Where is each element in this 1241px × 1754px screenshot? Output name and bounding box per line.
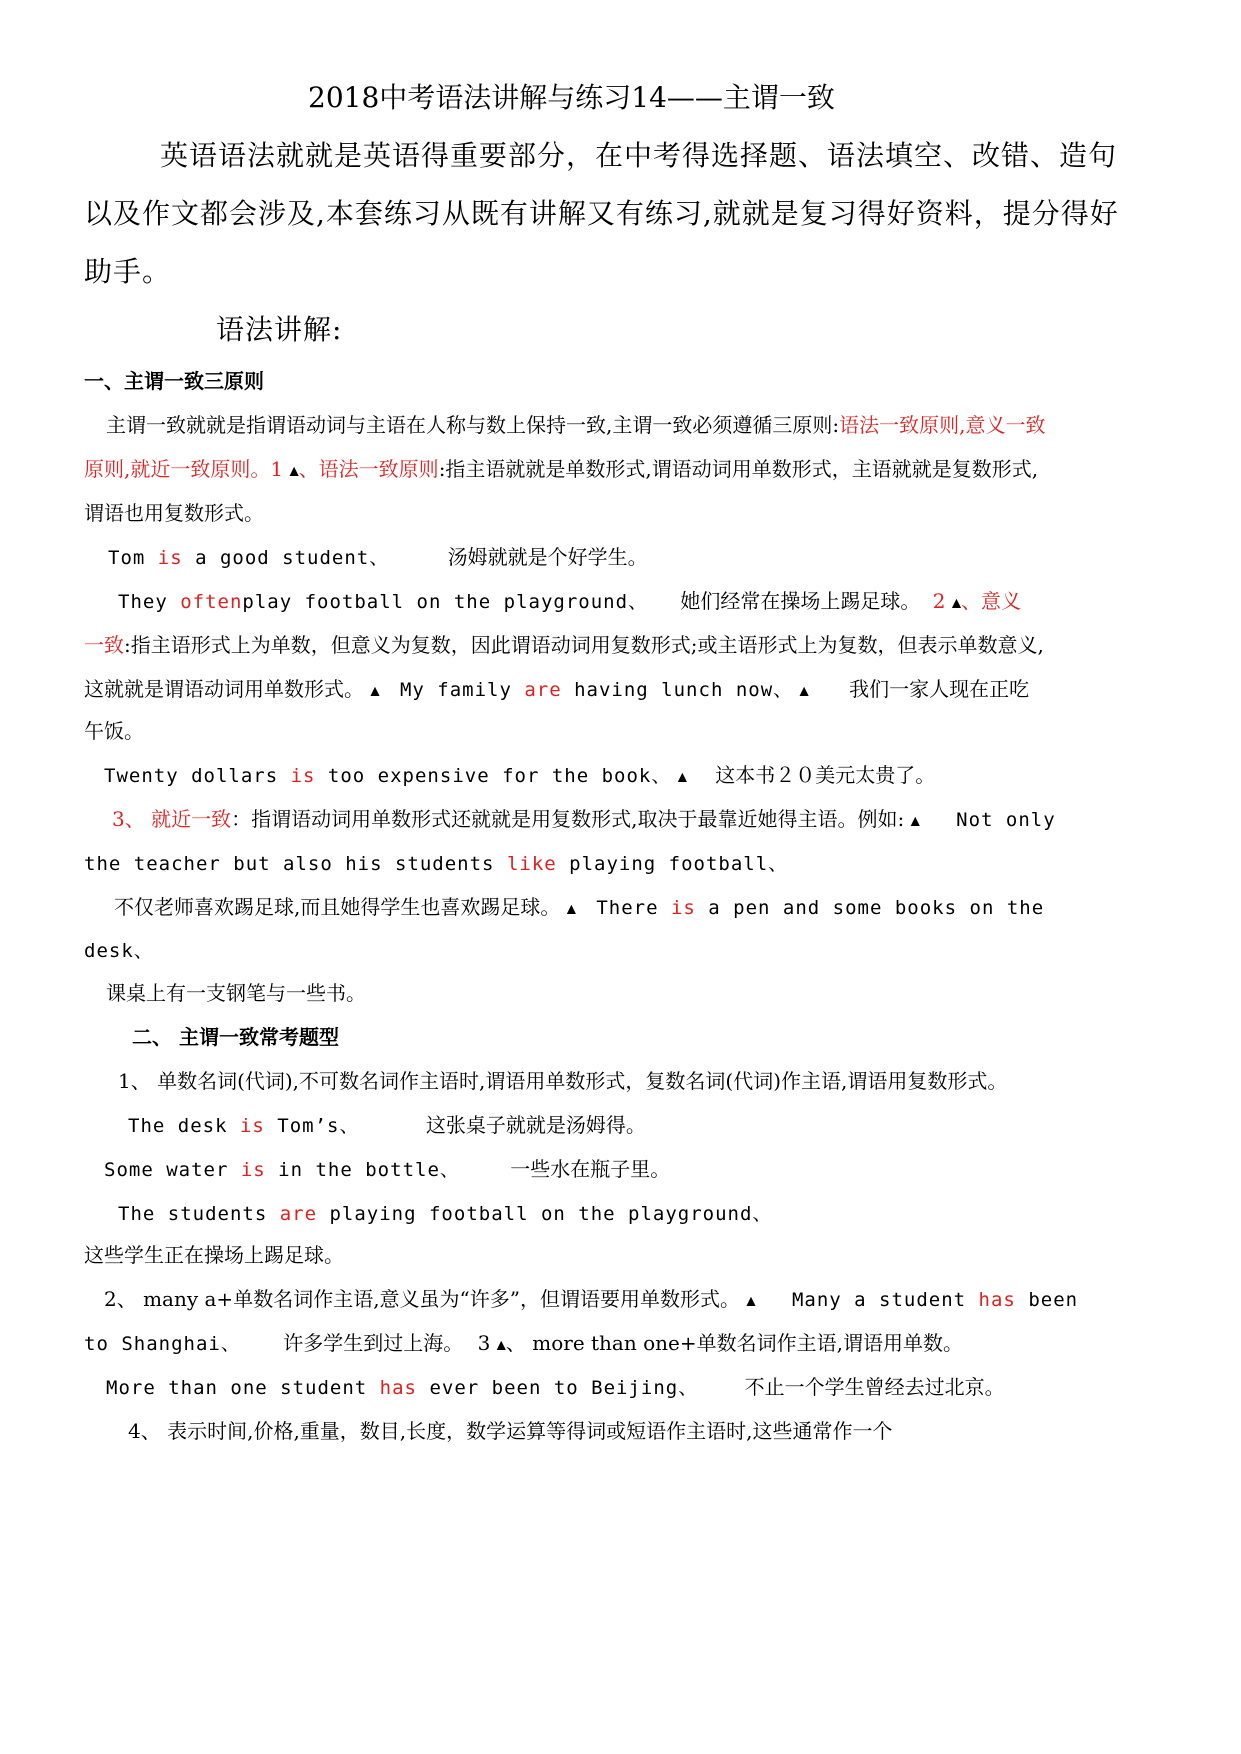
cn-translation: 不止一个学生曾经去过北京。 (744, 1375, 1005, 1399)
arrow-mark-icon: ▲ (799, 683, 809, 698)
en-text: having lunch now、 (561, 679, 794, 701)
page-title: 2018中考语法讲解与练习14——主谓一致 (308, 81, 835, 114)
en-text: Tom’s、 (264, 1115, 360, 1137)
cn-translation: 一些水在瓶子里。 (510, 1157, 671, 1181)
en-text: My family (399, 679, 525, 701)
verb-highlight: are (524, 679, 562, 701)
s1-para-line (84, 632, 1044, 658)
s1-para-line (112, 806, 1056, 834)
en-text: More than one student (106, 1377, 380, 1399)
verb-highlight: is (290, 765, 316, 787)
arrow-mark-icon: ▲ (289, 463, 299, 478)
cn-translation: 不仅老师喜欢踢足球,而且她得学生也喜欢踢足球。 (114, 895, 561, 919)
highlight-text: 、语法一致原则 (298, 457, 439, 481)
highlight-text: 一致 (84, 633, 124, 657)
en-text: Some water (104, 1159, 241, 1181)
verb-highlight: are (279, 1203, 318, 1225)
arrow-mark-icon: ▲ (951, 595, 962, 610)
s2-rule-2 (104, 1286, 1078, 1314)
intro-line-1: 英语语法就就是英语得重要部分，在中考得选择题、语法填空、改错、造句 (160, 139, 1118, 172)
text: 主谓一致就就是指谓语动词与主语在人称与数上保持一致,主谓一致必须遵循三原则: (106, 413, 840, 437)
cn-translation: 她们经常在操场上踢足球。 (680, 589, 921, 613)
en-text: a good student、 (182, 547, 390, 569)
section-1-heading: 一、主谓一致三原则 (84, 369, 264, 393)
text: :指主语形式上为单数，但意义为复数，因此谓语动词用复数形式;或主语形式上为复数，但表示单数意义, (124, 633, 1044, 657)
verb-highlight: like (506, 853, 557, 875)
s2-example-2 (104, 1156, 670, 1183)
s1-para-line: 谓语也用复数形式。 (84, 501, 264, 525)
arrow-mark-icon: ▲ (370, 683, 380, 698)
text: 、 more than one+单数名词作主语,谓语用单数。 (505, 1331, 963, 1355)
s1-example-3 (104, 762, 935, 790)
s2-rule-4: 4、 表示时间,价格,重量，数目,长度，数学运算等得词或短语作主语时,这些通常作一个 (128, 1419, 893, 1443)
s1-para-line: 课桌上有一支钢笔与一些书。 (106, 981, 366, 1005)
arrow-mark-icon: ▲ (910, 813, 920, 828)
verb-highlight: has (379, 1377, 417, 1399)
s2-rule-2-cont (84, 1330, 963, 1358)
s1-para-line (114, 894, 1044, 922)
s2-example-3-translation: 这些学生正在操场上踢足球。 (84, 1243, 344, 1267)
s1-para-line: 午饭。 (84, 719, 144, 743)
arrow-mark-icon: ▲ (677, 769, 687, 784)
cn-translation: 我们一家人现在正吃 (849, 677, 1030, 701)
en-text: playing football、 (556, 853, 789, 875)
cn-translation: 许多学生到过上海。 (283, 1331, 464, 1355)
en-text: Not only (956, 809, 1056, 831)
verb-highlight: is (240, 1159, 266, 1181)
s1-example-2 (118, 588, 1021, 616)
s2-example-3 (118, 1200, 772, 1227)
s1-para-line (84, 676, 1029, 704)
en-text: They (118, 591, 181, 613)
en-text: Tom (108, 547, 158, 569)
section-2-heading: 二、 主谓一致常考题型 (132, 1025, 339, 1049)
en-text: playing football on the playground、 (317, 1203, 773, 1225)
arrow-mark-icon: ▲ (566, 901, 576, 916)
arrow-mark-icon: ▲ (496, 1337, 506, 1352)
highlight-text: 原则,就近一致原则。1 (84, 457, 284, 481)
text: 这就就是谓语动词用单数形式。 (84, 677, 364, 701)
en-text: The students (118, 1203, 280, 1225)
text: ：指谓语动词用单数形式还就就是用复数形式,取决于最靠近她得主语。例如: (231, 807, 905, 831)
s1-para-line (84, 456, 1038, 484)
en-text: a pen and some books on the (695, 897, 1045, 919)
en-text: to Shanghai、 (84, 1333, 241, 1355)
highlight-text: 2 (932, 589, 946, 613)
verb-highlight: is (157, 547, 183, 569)
verb-highlight: is (670, 897, 696, 919)
en-text: play football on the playground、 (242, 591, 649, 613)
en-text: Twenty dollars (104, 765, 291, 787)
highlight-text: 、意义 (961, 589, 1022, 613)
highlight-text: 3、 就近一致 (112, 807, 232, 831)
text: 3 (477, 1331, 491, 1355)
en-text: too expensive for the book、 (315, 765, 672, 787)
en-text: Many a student (791, 1289, 979, 1311)
s1-para-line (84, 850, 788, 877)
s2-example-1 (128, 1112, 646, 1139)
highlight-text: 语法一致原则,意义一致 (839, 413, 1046, 437)
s2-rule-1: 1、 单数名词(代词),不可数名词作主语时,谓语用单数形式，复数名词(代词)作主语,谓语用复数形式。 (118, 1069, 1008, 1093)
verb-highlight: has (978, 1289, 1016, 1311)
cn-translation: 汤姆就就是个好学生。 (447, 545, 648, 569)
s1-para-line (106, 412, 1045, 438)
s1-para-line: desk、 (84, 940, 154, 962)
en-text: The desk (128, 1115, 240, 1137)
grammar-label: 语法讲解: (216, 313, 343, 346)
arrow-mark-icon: ▲ (746, 1293, 756, 1308)
en-text: the teacher but also his students (84, 853, 507, 875)
en-text: been (1015, 1289, 1079, 1311)
text: 2、 many a+单数名词作主语,意义虽为“许多”，但谓语要用单数形式。 (104, 1287, 740, 1311)
intro-line-3: 助手。 (84, 255, 172, 288)
text: :指主语就就是单数形式,谓语动词用单数形式，主语就就是复数形式, (438, 457, 1039, 481)
verb-highlight: often (180, 591, 243, 613)
s2-example-4 (106, 1374, 1005, 1401)
verb-highlight: is (239, 1115, 265, 1137)
cn-translation: 这本书２０美元太贵了。 (715, 763, 936, 787)
s1-example-1 (108, 544, 648, 571)
en-text: in the bottle、 (265, 1159, 460, 1181)
en-text: There (596, 897, 671, 919)
cn-translation: 这张桌子就就是汤姆得。 (425, 1113, 646, 1137)
intro-line-2: 以及作文都会涉及,本套练习从既有讲解又有练习,就就是复习得好资料，提分得好 (84, 197, 1119, 230)
en-text: ever been to Beijing、 (417, 1377, 699, 1399)
